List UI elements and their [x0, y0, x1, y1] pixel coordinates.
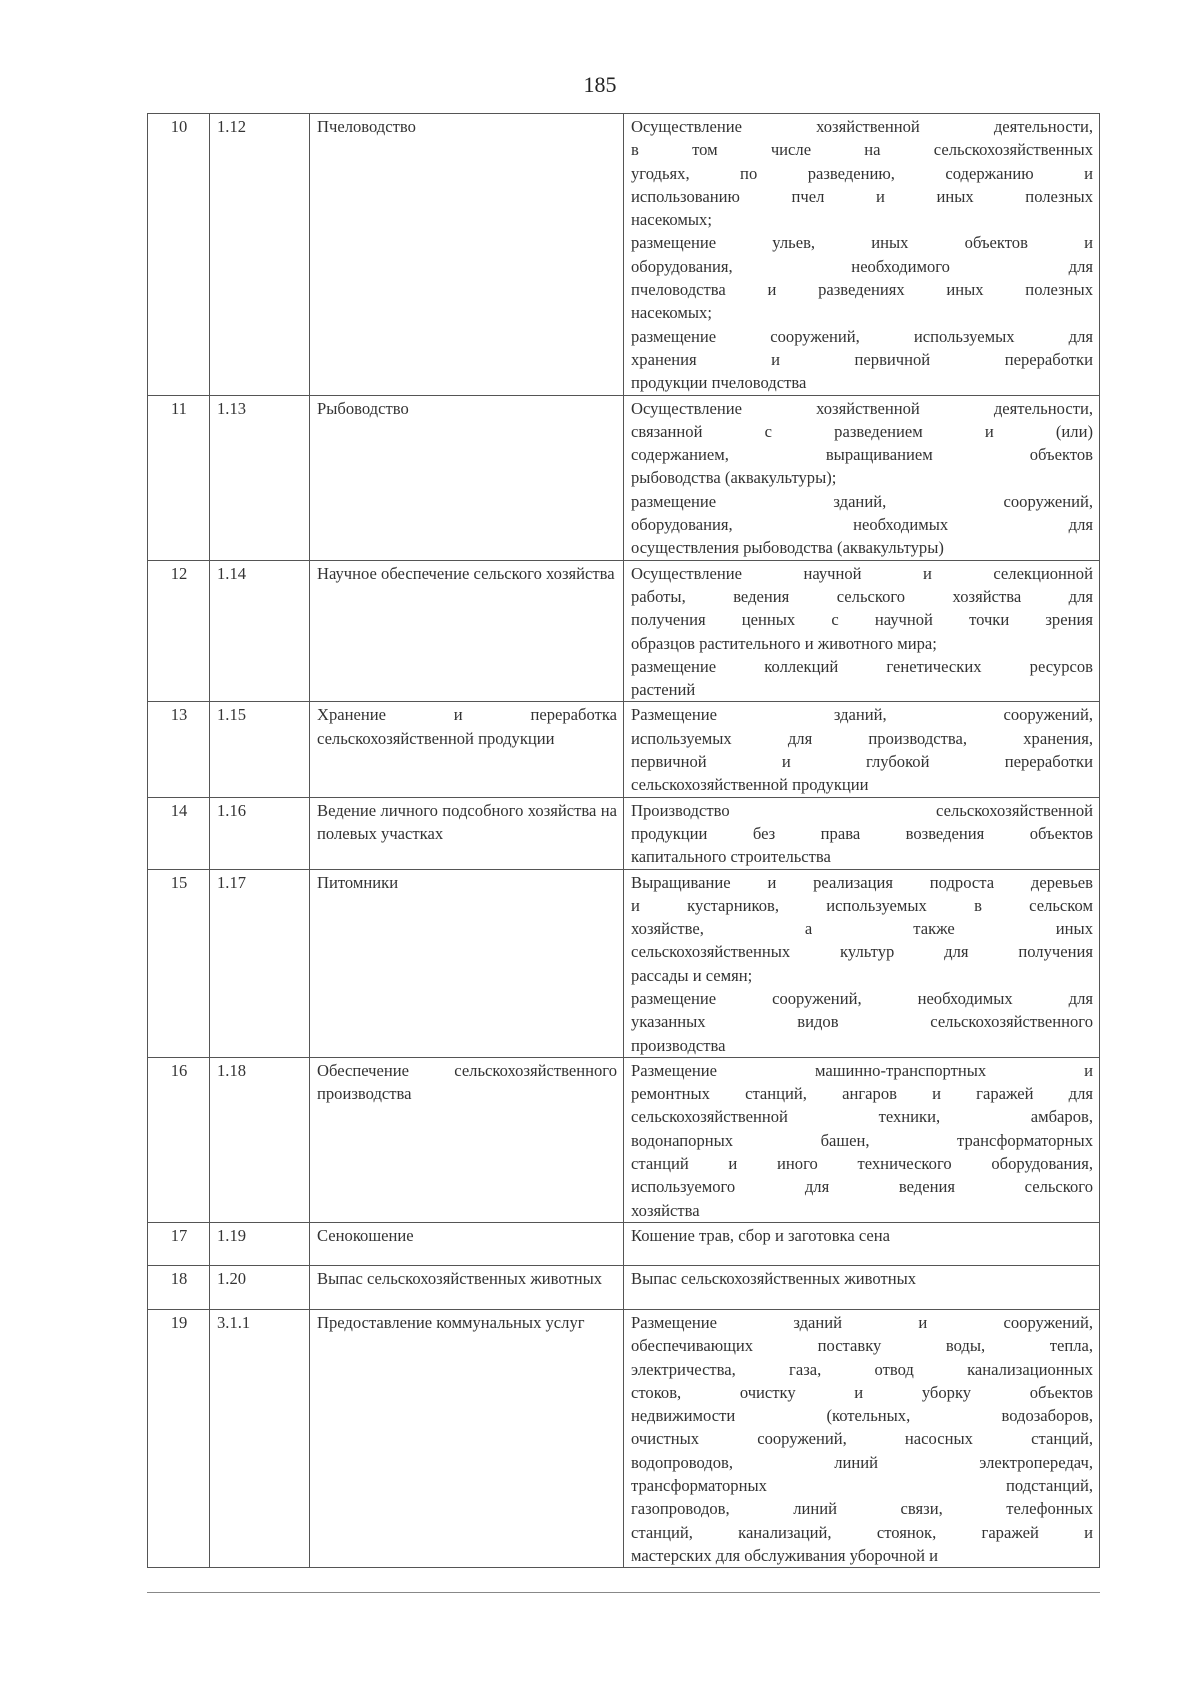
description-paragraph [631, 871, 1093, 987]
description-paragraph [631, 655, 1093, 702]
description-line: трансформаторных подстанций, [631, 1476, 1093, 1496]
description-line: образцов растительного и животного мира; [631, 633, 937, 653]
use-name-cell: Сенокошение [310, 1222, 624, 1265]
row-number-cell: 16 [148, 1057, 210, 1222]
description-line: водопроводов, линий электропередач, [631, 1452, 1093, 1472]
description-line: хранения и первичной переработки [631, 349, 1093, 369]
use-description-cell [624, 702, 1100, 797]
use-name-cell: Выпас сельскохозяйственных животных [310, 1265, 624, 1309]
table-row [148, 1265, 1100, 1309]
use-description-cell [624, 1057, 1100, 1222]
table-row [148, 560, 1100, 702]
use-code-cell: 1.15 [210, 702, 310, 797]
table-bottom-border [147, 1592, 1100, 1593]
description-line: получения ценных с научной точки зрения [631, 610, 1093, 630]
description-line: рыбоводства (аквакультуры); [631, 468, 837, 488]
description-line: сельскохозяйственных культур для получения [631, 942, 1093, 962]
description-line: станций, канализаций, стоянок, гаражей и [631, 1522, 1093, 1542]
description-line: растений [631, 680, 696, 700]
description-line: производства [631, 1035, 726, 1055]
description-paragraph [631, 325, 1093, 395]
description-line: Осуществление научной и селекционной [631, 563, 1093, 583]
table-row [148, 1309, 1100, 1567]
use-description-cell [624, 114, 1100, 396]
description-line: Размещение зданий, сооружений, [631, 705, 1093, 725]
description-paragraph [631, 231, 1093, 324]
use-description-cell [624, 560, 1100, 702]
description-paragraph [631, 1267, 1093, 1290]
use-name-cell: Рыбоводство [310, 395, 624, 560]
use-description-cell [624, 1309, 1100, 1567]
description-line: Выращивание и реализация подроста деревьев [631, 872, 1093, 892]
use-description-cell [624, 1265, 1100, 1309]
description-line: в том числе на сельскохозяйственных [631, 140, 1093, 160]
description-line: ремонтных станций, ангаров и гаражей для [631, 1084, 1093, 1104]
description-line: указанных видов сельскохозяйственного [631, 1012, 1093, 1032]
description-line: оборудования, необходимых для [631, 515, 1093, 535]
description-line: станций и иного технического оборудования, [631, 1154, 1093, 1174]
use-name-cell: Предоставление коммунальных услуг [310, 1309, 624, 1567]
description-line: хозяйстве, а также иных [631, 919, 1093, 939]
description-paragraph [631, 799, 1093, 869]
table-row [148, 797, 1100, 869]
description-line: насекомых; [631, 303, 712, 323]
use-code-cell: 1.16 [210, 797, 310, 869]
description-line: сельскохозяйственной продукции [631, 775, 869, 795]
table-row [148, 1222, 1100, 1265]
description-line: размещение коллекций генетических ресурсов [631, 656, 1093, 676]
table-row [148, 395, 1100, 560]
use-code-cell: 1.17 [210, 869, 310, 1057]
table-row [148, 702, 1100, 797]
row-number-cell: 19 [148, 1309, 210, 1567]
description-line: электричества, газа, отвод канализационных [631, 1359, 1093, 1379]
description-paragraph [631, 703, 1093, 796]
description-line: и кустарников, используемых в сельском [631, 895, 1093, 915]
table-body [148, 114, 1100, 1568]
description-line: Осуществление хозяйственной деятельности, [631, 398, 1093, 418]
description-paragraph [631, 397, 1093, 490]
use-description-cell [624, 1222, 1100, 1265]
description-line: Выпас сельскохозяйственных животных [631, 1268, 917, 1288]
use-code-cell: 1.14 [210, 560, 310, 702]
row-number-cell: 17 [148, 1222, 210, 1265]
description-line: капитального строительства [631, 847, 831, 867]
table-row [148, 114, 1100, 396]
use-name-cell: Ведение личного подсобного хозяйства на полевых участках [310, 797, 624, 869]
description-line: мастерских для обслуживания уборочной и [631, 1545, 939, 1565]
row-number-cell: 12 [148, 560, 210, 702]
description-line: насекомых; [631, 210, 712, 230]
description-paragraph [631, 490, 1093, 560]
row-number-cell: 10 [148, 114, 210, 396]
description-line: связанной с разведением и (или) [631, 421, 1093, 441]
description-line: содержанием, выращиванием объектов [631, 445, 1093, 465]
use-name-cell: Питомники [310, 869, 624, 1057]
use-code-cell: 1.13 [210, 395, 310, 560]
use-name-cell: Обеспечение сельскохозяйственного производства [310, 1057, 624, 1222]
description-line: Производство сельскохозяйственной [631, 800, 1093, 820]
description-line: продукции без права возведения объектов [631, 823, 1093, 843]
row-number-cell: 11 [148, 395, 210, 560]
use-code-cell: 1.19 [210, 1222, 310, 1265]
description-line: размещение сооружений, необходимых для [631, 988, 1093, 1008]
description-line: осуществления рыбоводства (аквакультуры) [631, 538, 944, 558]
description-line: хозяйства [631, 1200, 700, 1220]
row-number-cell: 14 [148, 797, 210, 869]
description-line: размещение сооружений, используемых для [631, 326, 1093, 346]
description-line: размещение зданий, сооружений, [631, 491, 1093, 511]
use-code-cell: 1.12 [210, 114, 310, 396]
description-line: Кошение трав, сбор и заготовка сена [631, 1225, 891, 1245]
description-line: водонапорных башен, трансформаторных [631, 1130, 1093, 1150]
description-line: первичной и глубокой переработки [631, 752, 1093, 772]
table-row [148, 869, 1100, 1057]
row-number-cell: 15 [148, 869, 210, 1057]
description-line: стоков, очистку и уборку объектов [631, 1382, 1093, 1402]
description-line: Размещение машинно-транспортных и [631, 1060, 1093, 1080]
description-paragraph [631, 1224, 1093, 1247]
use-name-cell: Научное обеспечение сельского хозяйства [310, 560, 624, 702]
use-code-cell: 1.20 [210, 1265, 310, 1309]
use-code-cell: 1.18 [210, 1057, 310, 1222]
description-line: рассады и семян; [631, 965, 753, 985]
row-number-cell: 18 [148, 1265, 210, 1309]
row-number-cell: 13 [148, 702, 210, 797]
description-line: обеспечивающих поставку воды, тепла, [631, 1336, 1093, 1356]
description-paragraph [631, 562, 1093, 655]
description-line: продукции пчеловодства [631, 373, 807, 393]
description-paragraph [631, 1059, 1093, 1222]
description-line: работы, ведения сельского хозяйства для [631, 586, 1093, 606]
description-line: угодьях, по разведению, содержанию и [631, 163, 1093, 183]
description-line: оборудования, необходимого для [631, 256, 1093, 276]
description-line: размещение ульев, иных объектов и [631, 233, 1093, 253]
description-line: газопроводов, линий связи, телефонных [631, 1499, 1093, 1519]
description-paragraph [631, 987, 1093, 1057]
description-line: используемого для ведения сельского [631, 1177, 1093, 1197]
description-line: использованию пчел и иных полезных [631, 186, 1093, 206]
description-paragraph [631, 115, 1093, 231]
table-row [148, 1057, 1100, 1222]
use-name-cell: Пчеловодство [310, 114, 624, 396]
use-description-cell [624, 395, 1100, 560]
description-line: пчеловодства и разведениях иных полезных [631, 280, 1093, 300]
use-description-cell [624, 869, 1100, 1057]
use-description-cell [624, 797, 1100, 869]
use-code-cell: 3.1.1 [210, 1309, 310, 1567]
description-paragraph [631, 1311, 1093, 1567]
description-line: очистных сооружений, насосных станций, [631, 1429, 1093, 1449]
land-use-table [147, 113, 1100, 1568]
description-line: Размещение зданий и сооружений, [631, 1312, 1093, 1332]
description-line: используемых для производства, хранения, [631, 728, 1093, 748]
page-number: 185 [583, 72, 617, 97]
description-line: Осуществление хозяйственной деятельности, [631, 117, 1093, 136]
description-line: недвижимости (котельных, водозаборов, [631, 1406, 1093, 1426]
use-name-cell: Хранение и переработка сельскохозяйственной продукции [310, 702, 624, 797]
description-line: сельскохозяйственной техники, амбаров, [631, 1107, 1093, 1127]
